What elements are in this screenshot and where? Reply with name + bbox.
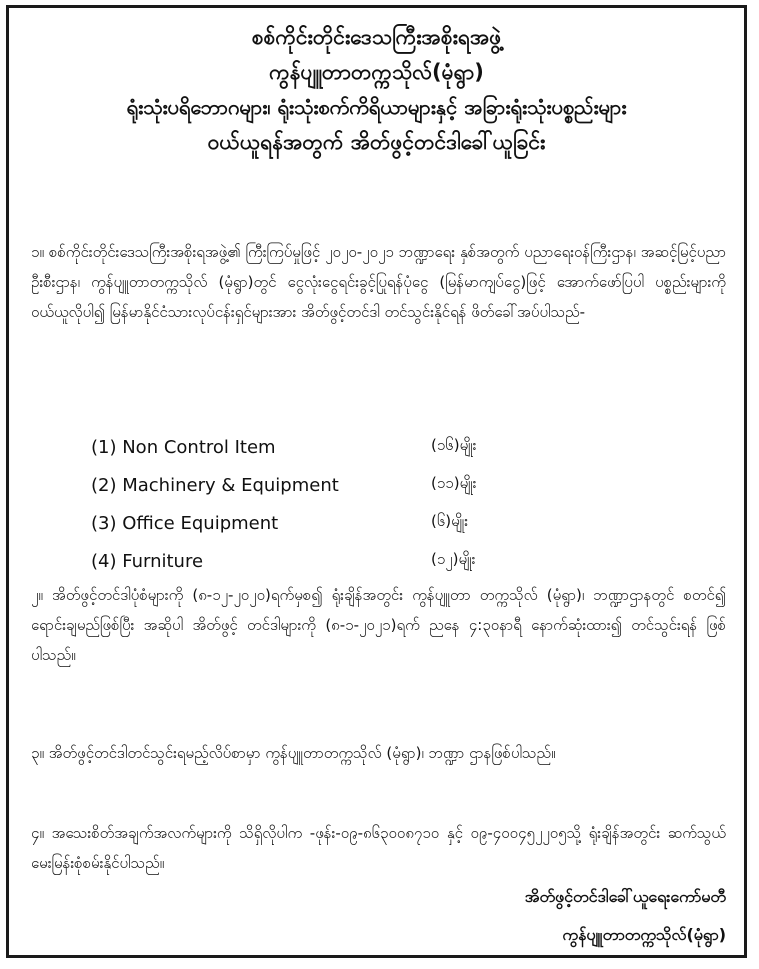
paragraph-3: ၃။ အိတ်ဖွင့်တင်ဒါတင်သွင်းရမည့်လိပ်စာမှာ ကွန်ပျူတာတက္ကသိုလ် (မုံရွာ)၊ ဘဏ္ဍာ ဌာနဖြစ်ပါသည်။ bbox=[31, 744, 556, 762]
list-item bbox=[91, 504, 571, 542]
header-line-2: ကွန်ပျူတာတက္ကသိုလ်(မုံရွာ) bbox=[269, 60, 484, 84]
item-name: (1) Non Control Item bbox=[91, 436, 276, 458]
item-name: (3) Office Equipment bbox=[91, 512, 279, 534]
paragraph-1: ၁။ စစ်ကိုင်းတိုင်းဒေသကြီးအစိုးရအဖွဲ့၏ ကြီးကြပ်မှုဖြင့် ၂၀၂၀-၂၀၂၁ ဘဏ္ဍာရေး နှစ်အတွက် ပညာရေးဝန်ကြီးဌာန၊ အဆင့်မြင့်ပညာဦးစီးဌာန၊ ကွန်ပျူတာတက္ကသိုလ် (မုံရွာ)တွင် ငွေလုံးငွေရင်းခွင့်ပြုရန်ပုံငွေ (မြန်မာကျပ်ငွေ)ဖြင့် အောက်ဖော်ပြပါ ပစ္စည်းများကို ဝယ်ယူလိုပါ၍ မြန်မာနိုင်ငံသားလုပ်ငန်းရှင်များအား အိတ်ဖွင့်တင်ဒါ တင်သွင်းနိုင်ရန် ဖိတ်ခေါ်အပ်ပါသည်- bbox=[31, 243, 726, 321]
item-quantity: (၁၁)မျိုး bbox=[431, 474, 477, 492]
list-item bbox=[91, 542, 571, 580]
item-name: (4) Furniture bbox=[91, 550, 204, 572]
header-line-4: ဝယ်ယူရန်အတွက် အိတ်ဖွင့်တင်ဒါခေါ်ယူခြင်း bbox=[207, 130, 546, 154]
announcement-frame bbox=[6, 5, 747, 958]
signature-committee: အိတ်ဖွင့်တင်ဒါခေါ်ယူရေးကော်မတီ bbox=[524, 887, 726, 906]
signature-university: ကွန်ပျူတာတက္ကသိုလ်(မုံရွာ) bbox=[562, 925, 726, 944]
item-quantity: (၆)မျိုး bbox=[431, 512, 469, 530]
header-line-1: စစ်ကိုင်းတိုင်းဒေသကြီးအစိုးရအဖွဲ့ bbox=[251, 25, 502, 49]
header-line-3: ရုံးသုံးပရိဘောဂများ၊ ရုံးသုံးစက်ကိရိယာများနှင့် အခြားရုံးသုံးပစ္စည်းများ bbox=[126, 95, 627, 119]
list-item bbox=[91, 466, 571, 504]
item-list bbox=[91, 428, 571, 580]
paragraph-2: ၂။ အိတ်ဖွင့်တင်ဒါပုံစံများကို (၈-၁၂-၂၀၂၀)ရက်မှစ၍ ရုံးချိန်အတွင်း ကွန်ပျူတာ တက္ကသိုလ် (မုံရွာ)၊ ဘဏ္ဍာဌာနတွင် စတင်၍ ရောင်းချမည်ဖြစ်ပြီး အဆိုပါ အိတ်ဖွင့် တင်ဒါများကို (၈-၁-၂၀၂၁)ရက် ညနေ ၄:၃၀နာရီ နောက်ဆုံးထား၍ တင်သွင်းရန် ဖြစ်ပါသည်။ bbox=[31, 586, 726, 664]
item-quantity: (၁၂)မျိုး bbox=[431, 550, 476, 568]
paragraph-4: ၄။ အသေးစိတ်အချက်အလက်များကို သိရှိလိုပါက -ဖုန်း-၀၉-၈၆၃၀၀၈၇၁၀ နှင့် ၀၉-၄၀၀၄၅၂၂၀၅သို့ ရုံးချိန်အတွင်း ဆက်သွယ်မေးမြန်းစုံစမ်းနိုင်ပါသည်။ bbox=[31, 824, 726, 872]
item-name: (2) Machinery & Equipment bbox=[91, 474, 339, 496]
item-quantity: (၁၆)မျိုး bbox=[431, 436, 477, 454]
list-item bbox=[91, 428, 571, 466]
